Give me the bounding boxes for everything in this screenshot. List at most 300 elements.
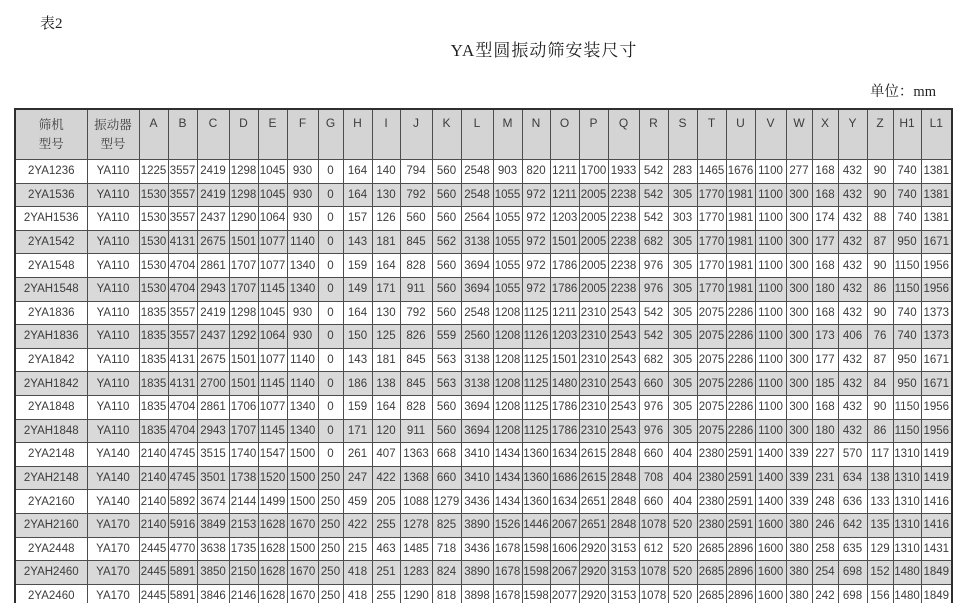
dimension-cell: 1140 bbox=[287, 372, 318, 396]
dimension-cell: 1211 bbox=[550, 160, 579, 184]
dimension-cell: 1077 bbox=[258, 348, 287, 372]
dimension-cell: 0 bbox=[318, 372, 343, 396]
dimension-cell: 3138 bbox=[461, 348, 493, 372]
machine-model-cell: 2YA1542 bbox=[15, 230, 87, 254]
dimension-cell: 560 bbox=[400, 207, 432, 231]
dimension-cell: 1956 bbox=[921, 254, 952, 278]
dimension-cell: 1145 bbox=[258, 277, 287, 301]
dimension-cell: 825 bbox=[432, 513, 461, 537]
dimension-cell: 1100 bbox=[755, 230, 786, 254]
dimension-cell: 300 bbox=[786, 277, 812, 301]
dimension-cell: 1485 bbox=[400, 537, 432, 561]
dimension-cell: 1956 bbox=[921, 395, 952, 419]
dimension-cell: 0 bbox=[318, 254, 343, 278]
dimension-cell: 231 bbox=[812, 466, 838, 490]
table-body bbox=[15, 160, 952, 603]
dimension-cell: 0 bbox=[318, 443, 343, 467]
dimension-cell: 2286 bbox=[726, 301, 755, 325]
vibrator-model-cell: YA170 bbox=[87, 561, 139, 585]
dimension-cell: 1208 bbox=[493, 301, 522, 325]
dimension-cell: 2685 bbox=[697, 584, 726, 603]
table-row bbox=[15, 490, 952, 514]
dimension-cell: 305 bbox=[668, 230, 697, 254]
dimension-cell: 2591 bbox=[726, 513, 755, 537]
dimension-cell: 129 bbox=[867, 537, 893, 561]
dimension-cell: 255 bbox=[372, 584, 400, 603]
dimension-cell: 168 bbox=[812, 160, 838, 184]
dimension-cell: 1678 bbox=[493, 584, 522, 603]
dimension-cell: 520 bbox=[668, 584, 697, 603]
machine-model-cell: 2YAH1842 bbox=[15, 372, 87, 396]
dimension-cell: 1835 bbox=[139, 419, 168, 443]
dimension-cell: 1208 bbox=[493, 348, 522, 372]
unit-label: 单位：mm bbox=[869, 84, 936, 100]
dimension-cell: 698 bbox=[838, 584, 867, 603]
dimension-cell: 1298 bbox=[229, 301, 258, 325]
dimension-cell: 2144 bbox=[229, 490, 258, 514]
dimension-cell: 1500 bbox=[287, 443, 318, 467]
dimension-cell: 2153 bbox=[229, 513, 258, 537]
dimension-cell: 87 bbox=[867, 230, 893, 254]
dimension-cell: 432 bbox=[838, 348, 867, 372]
dimension-cell: 1381 bbox=[921, 160, 952, 184]
dimension-cell: 2238 bbox=[608, 277, 639, 301]
dimension-cell: 542 bbox=[639, 160, 668, 184]
table-number-label: 表2 bbox=[40, 16, 63, 32]
dimension-cell: 254 bbox=[812, 561, 838, 585]
dimension-cell: 1381 bbox=[921, 183, 952, 207]
dimension-cell: 1055 bbox=[493, 230, 522, 254]
dimension-cell: 406 bbox=[838, 325, 867, 349]
dimension-cell: 2437 bbox=[197, 207, 229, 231]
dimension-cell: 156 bbox=[867, 584, 893, 603]
dimension-cell: 3557 bbox=[168, 325, 197, 349]
dimension-cell: 1064 bbox=[258, 207, 287, 231]
dimension-cell: 125 bbox=[372, 325, 400, 349]
dimension-cell: 1628 bbox=[258, 561, 287, 585]
dimension-cell: 300 bbox=[786, 254, 812, 278]
dimension-cell: 159 bbox=[343, 254, 372, 278]
table-row bbox=[15, 348, 952, 372]
dimension-cell: 3138 bbox=[461, 230, 493, 254]
dimension-cell: 1416 bbox=[921, 513, 952, 537]
dimension-cell: 972 bbox=[522, 183, 550, 207]
dimension-cell: 2075 bbox=[697, 325, 726, 349]
dimension-cell: 2238 bbox=[608, 254, 639, 278]
dimension-cell: 4131 bbox=[168, 230, 197, 254]
dimension-cell: 1419 bbox=[921, 466, 952, 490]
dimension-cell: 1100 bbox=[755, 395, 786, 419]
dimension-cell: 1100 bbox=[755, 348, 786, 372]
dimension-cell: 305 bbox=[668, 395, 697, 419]
dimension-cell: 1434 bbox=[493, 466, 522, 490]
dimension-cell: 1400 bbox=[755, 466, 786, 490]
dimension-cell: 1419 bbox=[921, 443, 952, 467]
dimension-cell: 2005 bbox=[579, 254, 608, 278]
dimension-cell: 1480 bbox=[550, 372, 579, 396]
dimension-cell: 1292 bbox=[229, 325, 258, 349]
col-header-dim-t: T bbox=[697, 109, 726, 160]
dimension-cell: 159 bbox=[343, 395, 372, 419]
dimension-cell: 845 bbox=[400, 230, 432, 254]
dimension-cell: 380 bbox=[786, 513, 812, 537]
dimension-cell: 2543 bbox=[608, 419, 639, 443]
dimension-cell: 180 bbox=[812, 277, 838, 301]
dimension-cell: 1045 bbox=[258, 301, 287, 325]
dimension-cell: 1600 bbox=[755, 561, 786, 585]
dimension-cell: 1140 bbox=[287, 348, 318, 372]
dimension-cell: 972 bbox=[522, 277, 550, 301]
dimension-cell: 0 bbox=[318, 348, 343, 372]
dimension-cell: 1956 bbox=[921, 419, 952, 443]
dimension-cell: 903 bbox=[493, 160, 522, 184]
dimension-cell: 1628 bbox=[258, 513, 287, 537]
vibrator-model-cell: YA170 bbox=[87, 537, 139, 561]
dimension-cell: 1360 bbox=[522, 443, 550, 467]
dimension-cell: 1670 bbox=[287, 561, 318, 585]
dimension-cell: 2445 bbox=[139, 537, 168, 561]
col-header-dim-i: I bbox=[372, 109, 400, 160]
dimension-cell: 2286 bbox=[726, 325, 755, 349]
table-row bbox=[15, 207, 952, 231]
dimension-cell: 4704 bbox=[168, 419, 197, 443]
dimension-cell: 1598 bbox=[522, 537, 550, 561]
dimension-cell: 1835 bbox=[139, 301, 168, 325]
dimension-cell: 1678 bbox=[493, 537, 522, 561]
dimension-cell: 422 bbox=[372, 466, 400, 490]
dimension-cell: 2310 bbox=[579, 301, 608, 325]
dimension-cell: 138 bbox=[867, 466, 893, 490]
vibrator-model-cell: YA170 bbox=[87, 513, 139, 537]
dimension-cell: 1145 bbox=[258, 372, 287, 396]
col-header-vibrator-model bbox=[87, 109, 139, 160]
dimension-cell: 1670 bbox=[287, 513, 318, 537]
dimension-cell: 1045 bbox=[258, 160, 287, 184]
machine-model-cell: 2YA1836 bbox=[15, 301, 87, 325]
dimension-cell: 227 bbox=[812, 443, 838, 467]
dimension-cell: 0 bbox=[318, 207, 343, 231]
machine-model-cell: 2YA2448 bbox=[15, 537, 87, 561]
dimension-cell: 740 bbox=[893, 183, 921, 207]
dimension-cell: 1077 bbox=[258, 254, 287, 278]
dimension-cell: 1981 bbox=[726, 230, 755, 254]
dimension-cell: 300 bbox=[786, 348, 812, 372]
dimension-cell: 1501 bbox=[229, 372, 258, 396]
dimension-cell: 432 bbox=[838, 254, 867, 278]
table-row bbox=[15, 230, 952, 254]
dimension-cell: 3410 bbox=[461, 443, 493, 467]
dimension-cell: 1598 bbox=[522, 584, 550, 603]
dimension-cell: 2685 bbox=[697, 561, 726, 585]
dimension-cell: 1055 bbox=[493, 207, 522, 231]
dimension-cell: 1526 bbox=[493, 513, 522, 537]
dimension-cell: 1835 bbox=[139, 395, 168, 419]
dimension-cell: 250 bbox=[318, 490, 343, 514]
dimension-cell: 2445 bbox=[139, 584, 168, 603]
dimension-cell: 2685 bbox=[697, 537, 726, 561]
col-header-dim-b: B bbox=[168, 109, 197, 160]
dimension-cell: 794 bbox=[400, 160, 432, 184]
dimension-cell: 560 bbox=[432, 183, 461, 207]
dimension-cell: 1125 bbox=[522, 301, 550, 325]
dimension-cell: 5891 bbox=[168, 584, 197, 603]
dimension-cell: 258 bbox=[812, 537, 838, 561]
dimension-cell: 215 bbox=[343, 537, 372, 561]
dimension-cell: 164 bbox=[343, 183, 372, 207]
dimension-cell: 305 bbox=[668, 183, 697, 207]
dimension-cell: 3153 bbox=[608, 537, 639, 561]
dimension-cell: 1700 bbox=[579, 160, 608, 184]
dimension-cell: 261 bbox=[343, 443, 372, 467]
dimension-cell: 1628 bbox=[258, 584, 287, 603]
dimension-cell: 2005 bbox=[579, 277, 608, 301]
dimension-cell: 1078 bbox=[639, 584, 668, 603]
dimension-cell: 2150 bbox=[229, 561, 258, 585]
dimension-cell: 2543 bbox=[608, 301, 639, 325]
dimension-cell: 740 bbox=[893, 207, 921, 231]
dimension-cell: 2310 bbox=[579, 325, 608, 349]
dimension-cell: 0 bbox=[318, 325, 343, 349]
dimension-cell: 459 bbox=[343, 490, 372, 514]
dimension-cell: 1340 bbox=[287, 419, 318, 443]
dimension-cell: 305 bbox=[668, 325, 697, 349]
dimension-cell: 1150 bbox=[893, 254, 921, 278]
col-header-dim-h: H bbox=[343, 109, 372, 160]
dimension-cell: 3694 bbox=[461, 395, 493, 419]
dimension-cell: 0 bbox=[318, 419, 343, 443]
col-header-dim-g: G bbox=[318, 109, 343, 160]
dimension-cell: 2700 bbox=[197, 372, 229, 396]
dimension-cell: 5892 bbox=[168, 490, 197, 514]
dimension-cell: 1310 bbox=[893, 466, 921, 490]
dimension-cell: 0 bbox=[318, 277, 343, 301]
dimension-cell: 168 bbox=[812, 395, 838, 419]
dimension-cell: 2140 bbox=[139, 443, 168, 467]
dimension-cell: 0 bbox=[318, 395, 343, 419]
dimension-cell: 250 bbox=[318, 466, 343, 490]
dimension-cell: 3898 bbox=[461, 584, 493, 603]
dimension-cell: 305 bbox=[668, 277, 697, 301]
dimension-cell: 826 bbox=[400, 325, 432, 349]
col-header-dim-j: J bbox=[400, 109, 432, 160]
dimension-cell: 636 bbox=[838, 490, 867, 514]
dimension-cell: 1211 bbox=[550, 183, 579, 207]
dimension-cell: 250 bbox=[318, 537, 343, 561]
dimension-cell: 1416 bbox=[921, 490, 952, 514]
dimension-cell: 1707 bbox=[229, 277, 258, 301]
col-header-vibrator-model-line2: 型号 bbox=[100, 136, 126, 151]
dimension-cell: 559 bbox=[432, 325, 461, 349]
dimension-cell: 1434 bbox=[493, 490, 522, 514]
dimension-cell: 1500 bbox=[287, 466, 318, 490]
dimension-cell: 3694 bbox=[461, 277, 493, 301]
dimension-cell: 5916 bbox=[168, 513, 197, 537]
dimension-cell: 976 bbox=[639, 395, 668, 419]
dimension-cell: 682 bbox=[639, 230, 668, 254]
dimension-cell: 1547 bbox=[258, 443, 287, 467]
vibrator-model-cell: YA110 bbox=[87, 395, 139, 419]
dimension-cell: 2419 bbox=[197, 160, 229, 184]
dimension-cell: 1100 bbox=[755, 254, 786, 278]
dimension-cell: 660 bbox=[639, 443, 668, 467]
dimension-cell: 3410 bbox=[461, 466, 493, 490]
dimension-cell: 1064 bbox=[258, 325, 287, 349]
dimension-cell: 1055 bbox=[493, 254, 522, 278]
dimension-cell: 432 bbox=[838, 419, 867, 443]
dimension-cell: 90 bbox=[867, 301, 893, 325]
dimension-cell: 171 bbox=[343, 419, 372, 443]
dimension-cell: 2848 bbox=[608, 513, 639, 537]
dimension-cell: 1956 bbox=[921, 277, 952, 301]
dimension-cell: 2861 bbox=[197, 254, 229, 278]
vibrator-model-cell: YA140 bbox=[87, 466, 139, 490]
dimension-cell: 404 bbox=[668, 443, 697, 467]
dimension-cell: 150 bbox=[343, 325, 372, 349]
dimension-cell: 560 bbox=[432, 254, 461, 278]
dimension-cell: 300 bbox=[786, 207, 812, 231]
dimension-cell: 380 bbox=[786, 561, 812, 585]
dimension-cell: 418 bbox=[343, 561, 372, 585]
dimension-cell: 3557 bbox=[168, 207, 197, 231]
dimension-cell: 3850 bbox=[197, 561, 229, 585]
dimension-cell: 1500 bbox=[287, 490, 318, 514]
table-row bbox=[15, 584, 952, 603]
dimension-cell: 133 bbox=[867, 490, 893, 514]
dimension-cell: 380 bbox=[786, 537, 812, 561]
dimension-cell: 1125 bbox=[522, 348, 550, 372]
dimension-cell: 2848 bbox=[608, 490, 639, 514]
dimension-cell: 3153 bbox=[608, 584, 639, 603]
dimension-cell: 1360 bbox=[522, 466, 550, 490]
dimension-cell: 1100 bbox=[755, 207, 786, 231]
dimension-cell: 2543 bbox=[608, 325, 639, 349]
dimension-cell: 418 bbox=[343, 584, 372, 603]
dimension-cell: 164 bbox=[343, 301, 372, 325]
dimension-cell: 251 bbox=[372, 561, 400, 585]
dimension-cell: 542 bbox=[639, 207, 668, 231]
dimension-cell: 1606 bbox=[550, 537, 579, 561]
dimension-cell: 3846 bbox=[197, 584, 229, 603]
dimension-cell: 2543 bbox=[608, 395, 639, 419]
dimension-cell: 4704 bbox=[168, 395, 197, 419]
dimension-cell: 339 bbox=[786, 443, 812, 467]
dimension-cell: 612 bbox=[639, 537, 668, 561]
dimension-cell: 177 bbox=[812, 230, 838, 254]
dimension-cell: 930 bbox=[287, 301, 318, 325]
dimension-cell: 180 bbox=[812, 419, 838, 443]
dimension-cell: 300 bbox=[786, 230, 812, 254]
dimension-cell: 845 bbox=[400, 372, 432, 396]
dimension-cell: 2675 bbox=[197, 348, 229, 372]
dimension-cell: 2075 bbox=[697, 395, 726, 419]
dimension-cell: 2548 bbox=[461, 160, 493, 184]
dimension-cell: 76 bbox=[867, 325, 893, 349]
col-header-dim-c: C bbox=[197, 109, 229, 160]
dimension-cell: 3638 bbox=[197, 537, 229, 561]
dimension-cell: 1981 bbox=[726, 207, 755, 231]
dimension-cell: 1100 bbox=[755, 183, 786, 207]
dimension-cell: 181 bbox=[372, 348, 400, 372]
dimension-cell: 976 bbox=[639, 277, 668, 301]
dimension-cell: 635 bbox=[838, 537, 867, 561]
machine-model-cell: 2YA2148 bbox=[15, 443, 87, 467]
vibrator-model-cell: YA110 bbox=[87, 230, 139, 254]
dimension-cell: 1373 bbox=[921, 301, 952, 325]
col-header-dim-l1: L1 bbox=[921, 109, 952, 160]
dimension-cell: 2067 bbox=[550, 561, 579, 585]
dimension-cell: 2543 bbox=[608, 348, 639, 372]
dimension-cell: 1400 bbox=[755, 490, 786, 514]
dimension-cell: 560 bbox=[432, 207, 461, 231]
table-row bbox=[15, 372, 952, 396]
col-header-dim-n: N bbox=[522, 109, 550, 160]
table-row bbox=[15, 301, 952, 325]
dimension-cell: 303 bbox=[668, 207, 697, 231]
dimension-cell: 432 bbox=[838, 372, 867, 396]
dimension-cell: 520 bbox=[668, 513, 697, 537]
dimension-cell: 1434 bbox=[493, 443, 522, 467]
dimension-cell: 1676 bbox=[726, 160, 755, 184]
dimension-cell: 138 bbox=[372, 372, 400, 396]
dimension-cell: 634 bbox=[838, 466, 867, 490]
col-header-dim-v: V bbox=[755, 109, 786, 160]
dimension-cell: 3557 bbox=[168, 301, 197, 325]
dimension-cell: 90 bbox=[867, 160, 893, 184]
dimension-cell: 930 bbox=[287, 183, 318, 207]
dimension-cell: 422 bbox=[343, 513, 372, 537]
machine-model-cell: 2YAH1548 bbox=[15, 277, 87, 301]
dimension-cell: 250 bbox=[318, 513, 343, 537]
dimension-cell: 1125 bbox=[522, 372, 550, 396]
dimension-cell: 2075 bbox=[697, 419, 726, 443]
dimension-cell: 740 bbox=[893, 160, 921, 184]
dimension-cell: 300 bbox=[786, 395, 812, 419]
dimension-cell: 140 bbox=[372, 160, 400, 184]
dimension-cell: 1055 bbox=[493, 277, 522, 301]
dimension-cell: 1770 bbox=[697, 230, 726, 254]
dimension-cell: 2564 bbox=[461, 207, 493, 231]
dimension-cell: 2310 bbox=[579, 419, 608, 443]
dimension-cell: 164 bbox=[372, 254, 400, 278]
dimension-cell: 560 bbox=[432, 301, 461, 325]
dimension-cell: 2146 bbox=[229, 584, 258, 603]
dimension-cell: 2920 bbox=[579, 584, 608, 603]
dimension-cell: 152 bbox=[867, 561, 893, 585]
dimension-cell: 2848 bbox=[608, 466, 639, 490]
dimension-cell: 1100 bbox=[755, 277, 786, 301]
dimension-cell: 2238 bbox=[608, 207, 639, 231]
dimension-cell: 1100 bbox=[755, 301, 786, 325]
col-header-machine-model-line1: 筛机 bbox=[38, 117, 64, 132]
dimension-cell: 305 bbox=[668, 348, 697, 372]
vibrator-model-cell: YA110 bbox=[87, 254, 139, 278]
dimension-cell: 143 bbox=[343, 230, 372, 254]
vibrator-model-cell: YA110 bbox=[87, 183, 139, 207]
dimension-cell: 173 bbox=[812, 325, 838, 349]
dimension-cell: 2310 bbox=[579, 348, 608, 372]
dimension-cell: 1340 bbox=[287, 395, 318, 419]
dimension-cell: 570 bbox=[838, 443, 867, 467]
dimension-cell: 1598 bbox=[522, 561, 550, 585]
dimension-cell: 1400 bbox=[755, 443, 786, 467]
col-header-dim-a: A bbox=[139, 109, 168, 160]
dimension-cell: 3515 bbox=[197, 443, 229, 467]
vibrator-model-cell: YA110 bbox=[87, 301, 139, 325]
dimension-cell: 1480 bbox=[893, 584, 921, 603]
dimension-cell: 1150 bbox=[893, 395, 921, 419]
dimension-cell: 300 bbox=[786, 325, 812, 349]
dimension-cell: 1077 bbox=[258, 230, 287, 254]
